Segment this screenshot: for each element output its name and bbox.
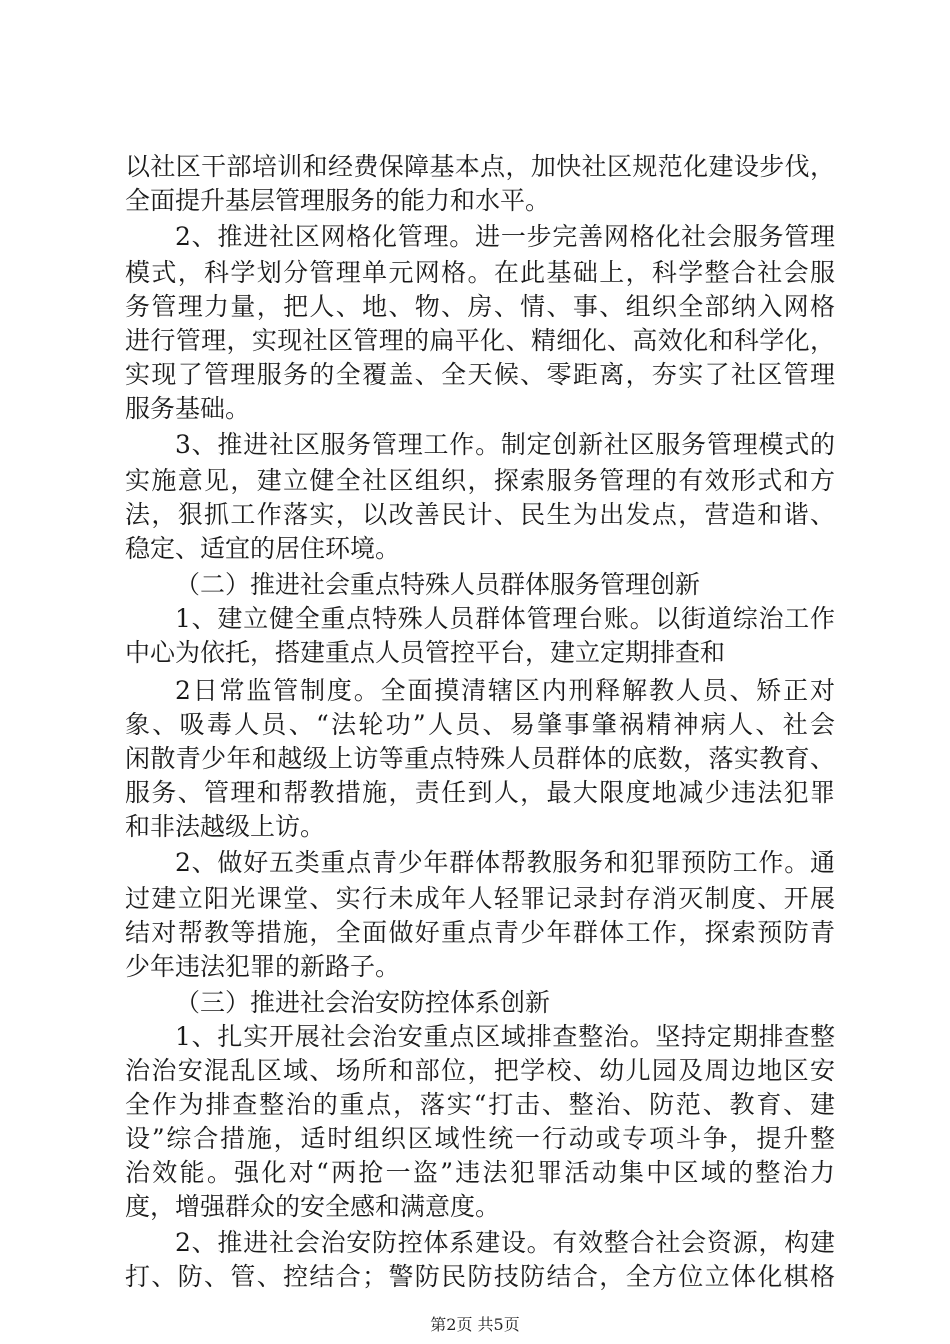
text-line: （三）推进社会治安防控体系创新 <box>175 988 551 1017</box>
text-line: 全面提升基层管理服务的能力和水平。 <box>125 186 551 215</box>
text-line: 象、吸毒人员、“法轮功”人员、易肇事肇祸精神病人、社会 <box>125 710 835 739</box>
text-line: 务管理力量，把人、地、物、房、情、事、组织全部纳入网格 <box>125 292 835 321</box>
text-line: 服务、管理和帮教措施，责任到人，最大限度地减少违法犯罪 <box>125 778 835 807</box>
text-line: 实施意见，建立健全社区组织，探索服务管理的有效形式和方 <box>125 466 835 495</box>
text-line: 1、扎实开展社会治安重点区域排查整治。坚持定期排查整 <box>175 1022 835 1051</box>
page-footer: 第2页 共5页 <box>430 1315 520 1334</box>
text-line: 设”综合措施，适时组织区域性统一行动或专项斗争，提升整 <box>125 1124 835 1153</box>
text-line: 结对帮教等措施，全面做好重点青少年群体工作，探索预防青 <box>125 918 835 947</box>
text-line: 度，增强群众的安全感和满意度。 <box>125 1192 501 1221</box>
text-line: 全作为排查整治的重点，落实“打击、整治、防范、教育、建 <box>125 1090 835 1119</box>
text-line: 打、防、管、控结合；警防民防技防结合，全方位立体化棋格 <box>125 1262 835 1291</box>
text-line: 治效能。强化对“两抢一盗”违法犯罪活动集中区域的整治力 <box>125 1158 835 1187</box>
text-line: 中心为依托，搭建重点人员管控平台，建立定期排查和 <box>125 638 726 667</box>
text-line: 2、推进社区网格化管理。进一步完善网格化社会服务管理 <box>175 222 835 251</box>
text-line: 闲散青少年和越级上访等重点特殊人员群体的底数，落实教育、 <box>125 744 835 773</box>
text-line: 以社区干部培训和经费保障基本点，加快社区规范化建设步伐， <box>125 152 835 181</box>
text-line: 服务基础。 <box>125 394 251 423</box>
text-line: 治治安混乱区域、场所和部位，把学校、幼儿园及周边地区安 <box>125 1056 835 1085</box>
text-line: 2、做好五类重点青少年群体帮教服务和犯罪预防工作。通 <box>175 848 835 877</box>
text-line: 稳定、适宜的居住环境。 <box>125 534 401 563</box>
text-line: 实现了管理服务的全覆盖、全天候、零距离，夯实了社区管理 <box>125 360 835 389</box>
text-line: 过建立阳光课堂、实行未成年人轻罪记录封存消灭制度、开展 <box>125 884 835 913</box>
text-line: 2日常监管制度。全面摸清辖区内刑释解教人员、矫正对 <box>175 676 835 705</box>
text-line: 模式，科学划分管理单元网格。在此基础上，科学整合社会服 <box>125 258 835 287</box>
text-line: 1、建立健全重点特殊人员群体管理台账。以街道综治工作 <box>175 604 835 633</box>
text-line: 少年违法犯罪的新路子。 <box>125 952 401 981</box>
text-line: 3、推进社区服务管理工作。制定创新社区服务管理模式的 <box>175 430 835 459</box>
text-line: （二）推进社会重点特殊人员群体服务管理创新 <box>175 570 701 599</box>
text-line: 2、推进社会治安防控体系建设。有效整合社会资源，构建 <box>175 1228 835 1257</box>
text-line: 和非法越级上访。 <box>125 812 326 841</box>
text-line: 法，狠抓工作落实，以改善民计、民生为出发点，营造和谐、 <box>125 500 835 529</box>
text-line: 进行管理，实现社区管理的扁平化、精细化、高效化和科学化， <box>125 326 835 355</box>
